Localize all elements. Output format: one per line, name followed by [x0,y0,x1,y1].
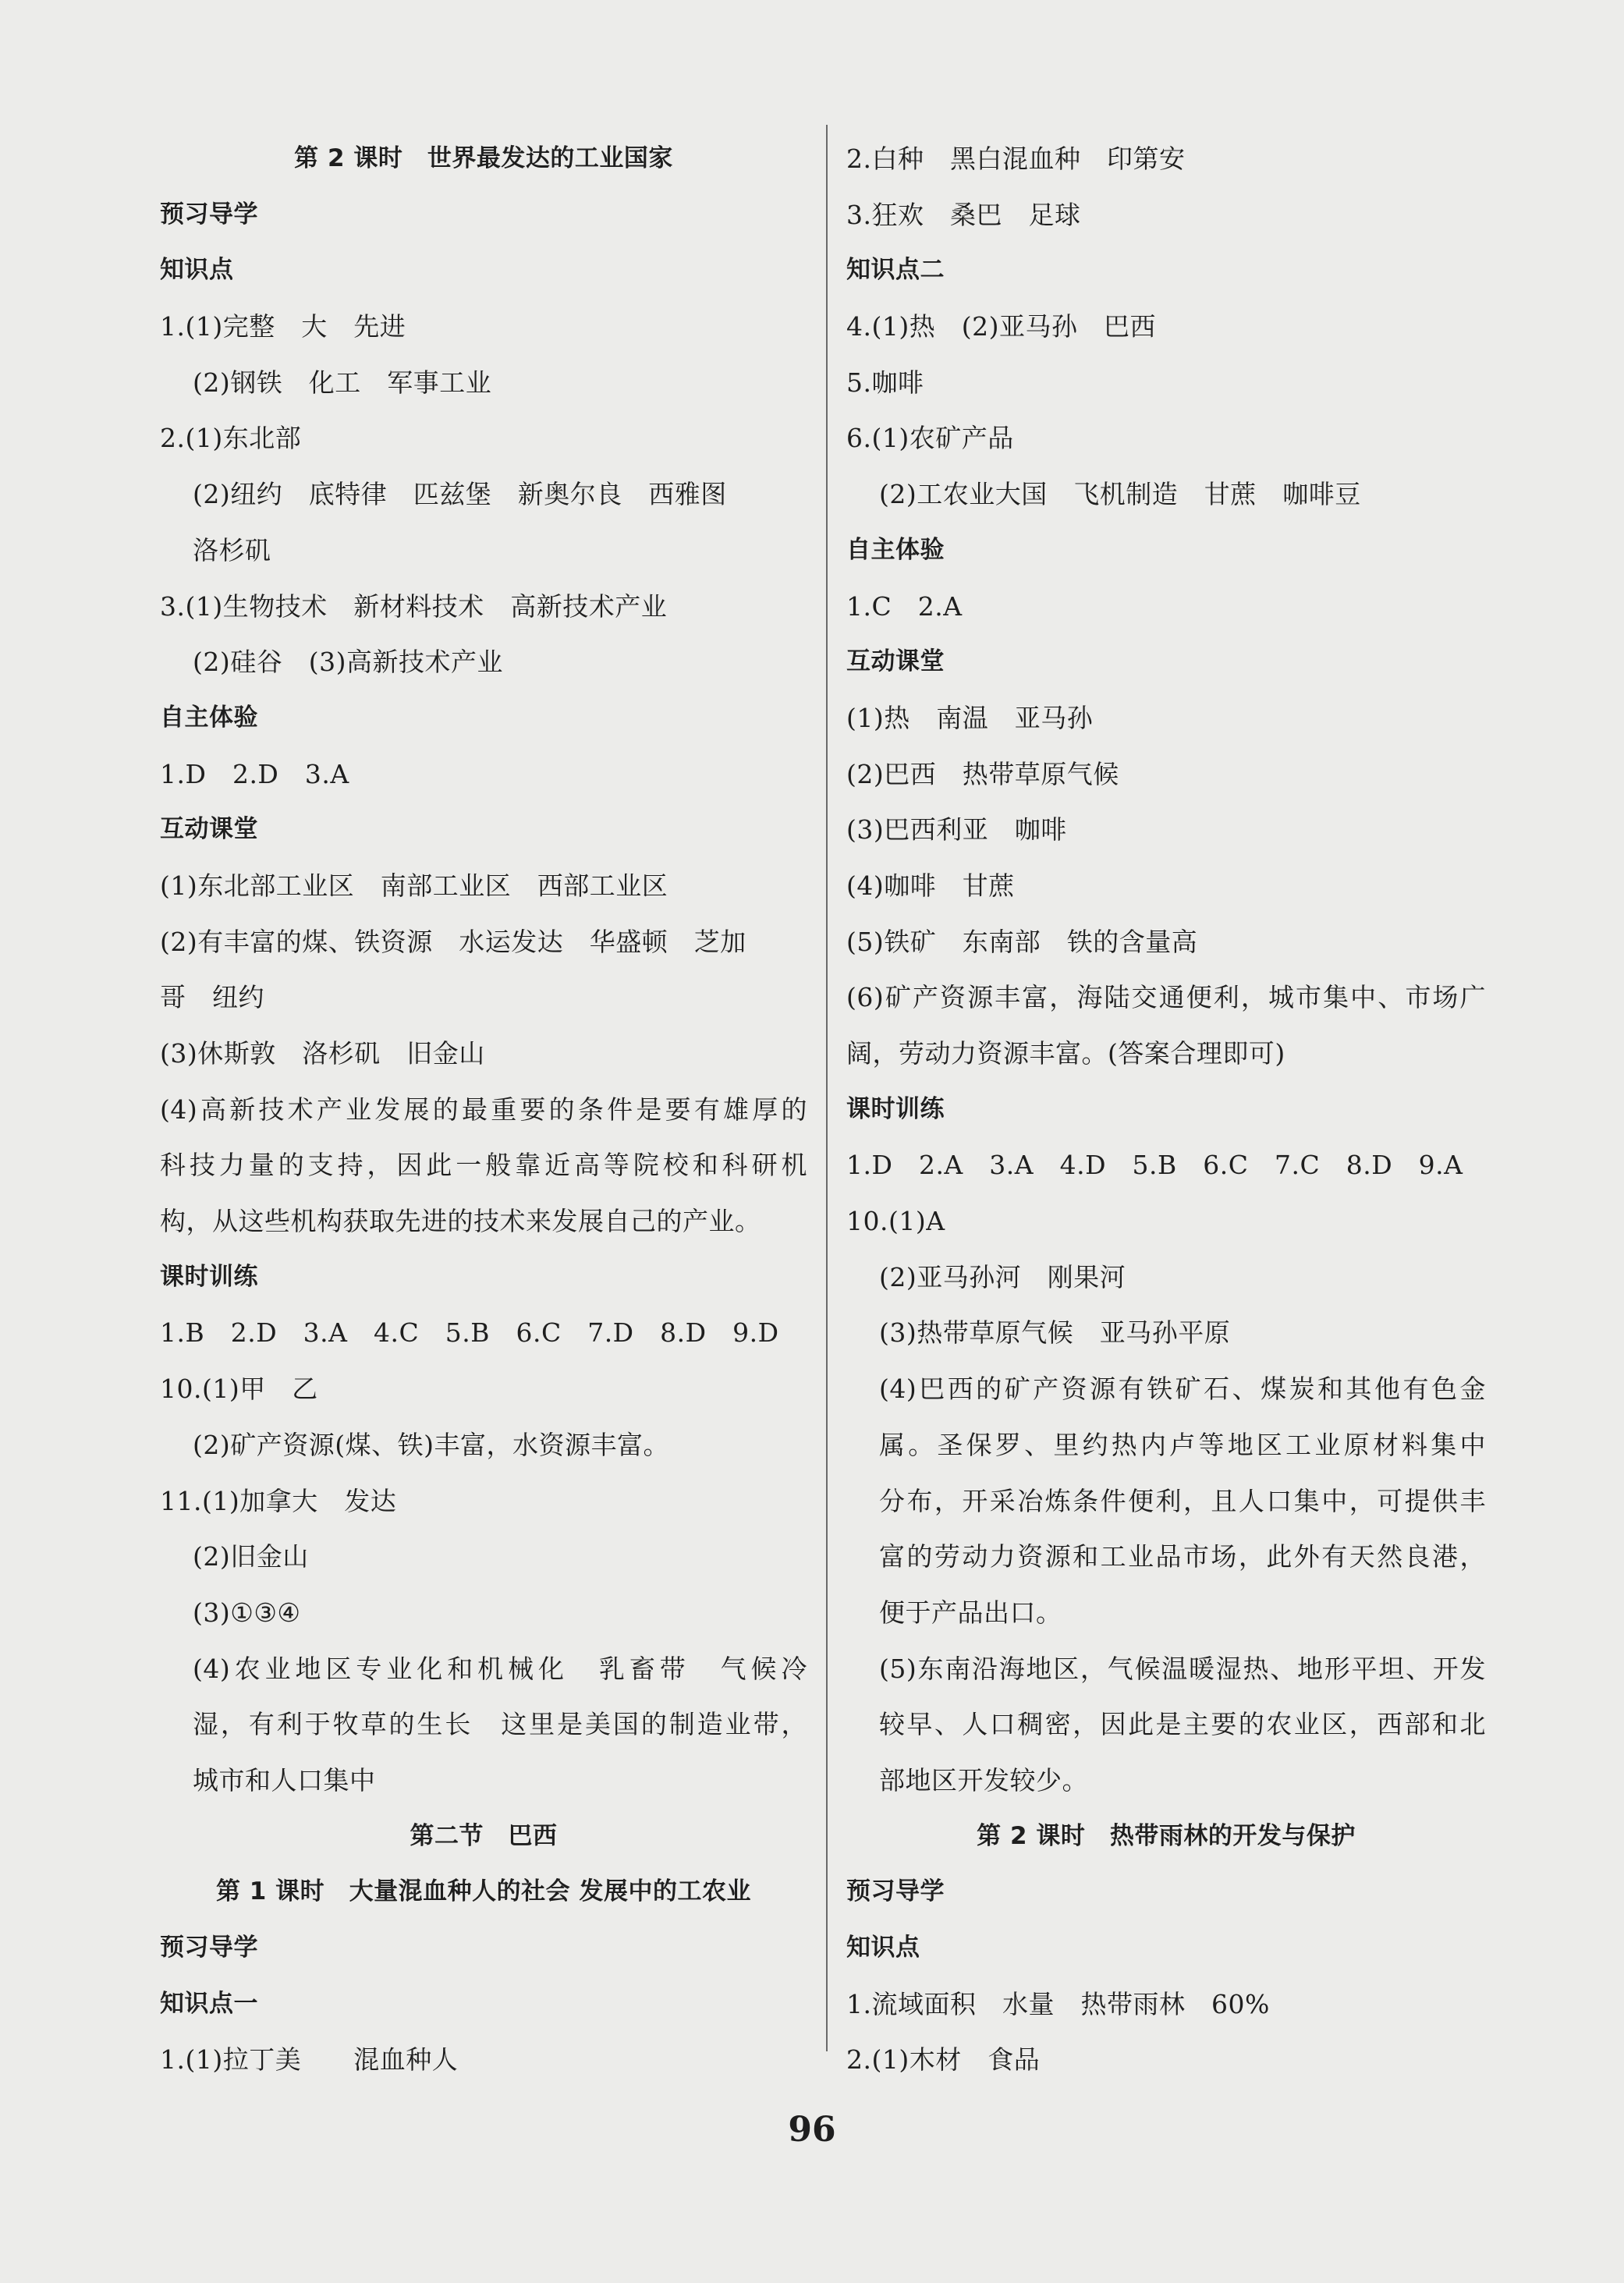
answer-line: 5.咖啡 [846,367,924,398]
answer-line: 10.(1)甲 乙 [160,1374,318,1405]
section-heading: 课时训练 [160,1262,258,1291]
left-column [160,131,807,2088]
section-heading: 自主体验 [160,703,258,732]
answer-line: 1.(1)完整 大 先进 [160,311,406,342]
answer-line: (3)巴西利亚 咖啡 [846,814,1067,845]
answer-line: 1.(1)拉丁美 混血种人 [160,2044,459,2076]
answer-line: (3)①③④ [193,1597,301,1628]
answer-line: (2)钢铁 化工 军事工业 [193,367,492,398]
answer-line: (1)热 南温 亚马孙 [846,702,1094,733]
section-heading: 知识点 [160,256,234,285]
answer-line: (6)矿产资源丰富，海陆交通便利，城市集中、市场广 [846,982,1486,1013]
answer-line: 哥 纽约 [160,982,264,1013]
answer-line: 城市和人口集中 [193,1764,376,1796]
answer-line: 阔，劳动力资源丰富。(答案合理即可) [846,1038,1285,1069]
answer-line: 3.狂欢 桑巴 足球 [846,199,1081,230]
section-heading: 知识点一 [160,1989,258,2018]
column-divider [826,125,828,2051]
answer-line: (3)休斯敦 洛杉矶 旧金山 [160,1038,485,1069]
answer-line: (4)农业地区专业化和机械化 乳畜带 气候冷 [193,1653,807,1684]
page-number: 96 [788,2110,836,2150]
answer-line: (3)热带草原气候 亚马孙平原 [879,1317,1231,1349]
answer-line: (5)东南沿海地区，气候温暖湿热、地形平坦、开发 [879,1653,1486,1684]
right-column [846,131,1486,2088]
answer-line: 2.(1)东北部 [160,423,302,454]
answer-line: 1.B 2.D 3.A 4.C 5.B 6.C 7.D 8.D 9.D [160,1317,779,1349]
answer-line: 6.(1)农矿产品 [846,423,1014,454]
answer-line: (2)巴西 热带草原气候 [846,758,1119,789]
answer-line: 2.白种 黑白混血种 印第安 [846,144,1186,174]
answer-line: (2)有丰富的煤、铁资源 水运发达 华盛顿 芝加 [160,926,746,957]
section-heading: 自主体验 [846,535,945,564]
section-heading: 第二节 巴西 [410,1821,558,1850]
answer-line: 1.D 2.A 3.A 4.D 5.B 6.C 7.C 8.D 9.A [846,1150,1463,1181]
answer-line: 2.(1)木材 食品 [846,2044,1041,2076]
section-heading: 课时训练 [846,1094,945,1123]
answer-line: (2)亚马孙河 刚果河 [879,1261,1126,1292]
answer-line: (2)矿产资源(煤、铁)丰富，水资源丰富。 [193,1429,669,1460]
answer-line: 富的劳动力资源和工业品市场，此外有天然良港， [879,1541,1486,1572]
answer-line: (2)工农业大国 飞机制造 甘蔗 咖啡豆 [879,479,1361,510]
answer-line: 属。圣保罗、里约热内卢等地区工业原材料集中 [879,1429,1486,1460]
answer-line: 1.流域面积 水量 热带雨林 60% [846,1988,1270,2019]
answer-line: 1.C 2.A [846,590,963,622]
answer-line: 分布，开采冶炼条件便利，且人口集中，可提供丰 [879,1485,1486,1516]
answer-line: (1)东北部工业区 南部工业区 西部工业区 [160,870,668,901]
answer-line: 洛杉矶 [193,534,271,565]
answer-line: 1.D 2.D 3.A [160,758,349,789]
answer-line: 科技力量的支持，因此一般靠近高等院校和科研机 [160,1150,807,1181]
section-heading: 预习导学 [846,1877,945,1906]
answer-line: 部地区开发较少。 [879,1764,1088,1796]
section-heading: 第 1 课时 大量混血种人的社会 发展中的工农业 [216,1877,751,1906]
section-heading: 第 2 课时 热带雨林的开发与保护 [977,1821,1356,1850]
section-heading: 知识点 [846,1934,920,1962]
section-heading: 知识点二 [846,256,945,285]
answer-line: 10.(1)A [846,1206,945,1237]
answer-line: 4.(1)热 (2)亚马孙 巴西 [846,311,1156,342]
answer-line: 11.(1)加拿大 发达 [160,1485,397,1516]
answer-line: 便于产品出口。 [879,1597,1062,1628]
answer-line: (2)硅谷 (3)高新技术产业 [193,647,503,678]
section-heading: 互动课堂 [160,815,258,844]
answer-line: (2)旧金山 [193,1541,309,1572]
answer-line: 构，从这些机构获取先进的技术来发展自己的产业。 [160,1206,761,1237]
answer-line: (4)咖啡 甘蔗 [846,870,1015,901]
answer-line: (4)高新技术产业发展的最重要的条件是要有雄厚的 [160,1094,807,1125]
section-heading: 第 2 课时 世界最发达的工业国家 [294,144,673,172]
answer-line: 较早、人口稠密，因此是主要的农业区，西部和北 [879,1709,1486,1740]
answer-line: (4)巴西的矿产资源有铁矿石、煤炭和其他有色金 [879,1374,1486,1405]
answer-line: 湿，有利于牧草的生长 这里是美国的制造业带， [193,1709,807,1740]
answer-line: 3.(1)生物技术 新材料技术 高新技术产业 [160,590,668,622]
answer-line: (5)铁矿 东南部 铁的含量高 [846,926,1198,957]
section-heading: 互动课堂 [846,647,945,676]
answer-line: (2)纽约 底特律 匹兹堡 新奥尔良 西雅图 [193,479,727,510]
section-heading: 预习导学 [160,1934,258,1962]
section-heading: 预习导学 [160,200,258,229]
